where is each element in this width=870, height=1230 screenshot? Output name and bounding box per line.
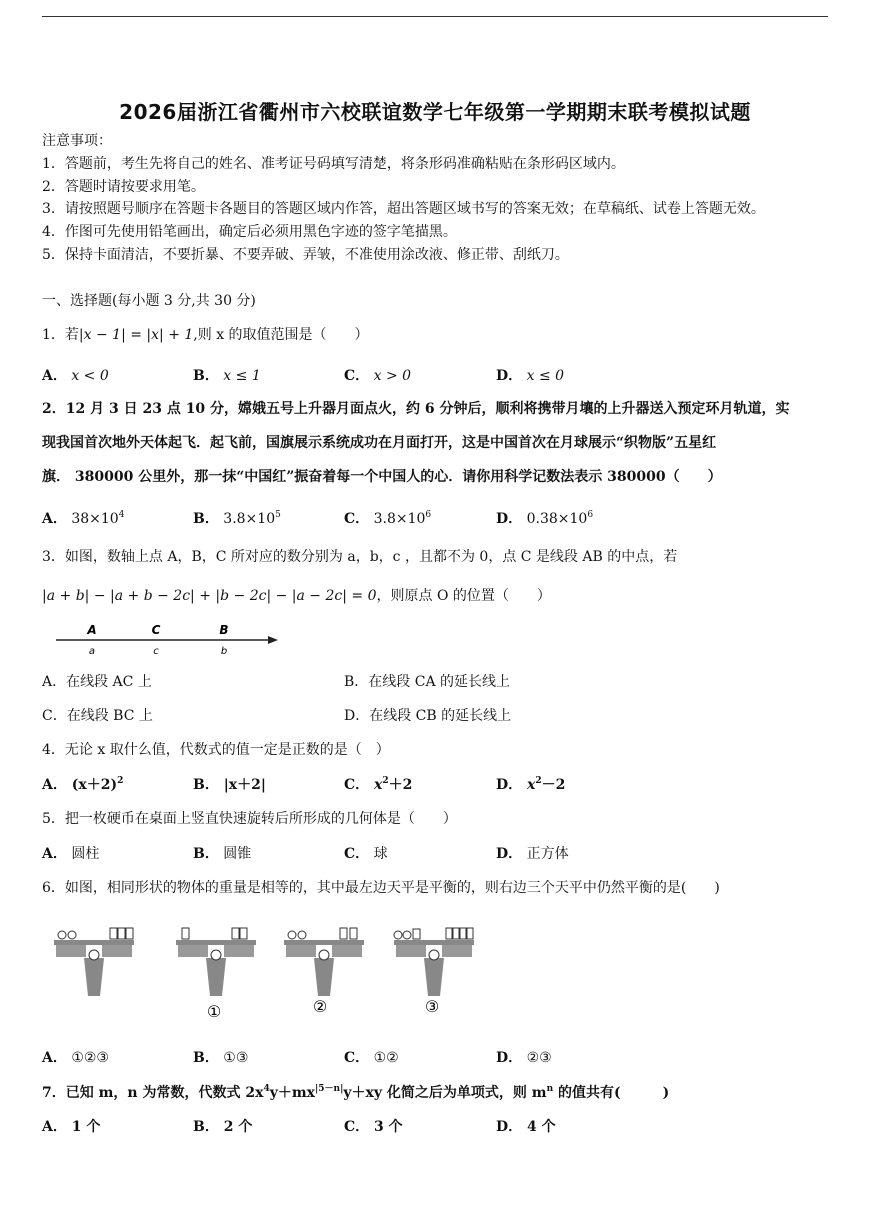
q2-option-b[interactable]: B． $3.8\times 10^5$ bbox=[193, 510, 281, 527]
q5-option-b[interactable]: B． 圆锥 bbox=[193, 846, 252, 862]
point-label-b: B bbox=[219, 623, 229, 637]
q5-option-d[interactable]: D． 正方体 bbox=[496, 846, 569, 862]
page-title: 2026届浙江省衢州市六校联谊数学七年级第一学期期末联考模拟试题 bbox=[119, 100, 751, 124]
q1-stem-pre: 1．若 bbox=[42, 327, 79, 343]
q7-option-b[interactable]: B． 2 个 bbox=[193, 1119, 253, 1135]
q6-option-b[interactable]: B． ①③ bbox=[193, 1050, 249, 1066]
notes-heading: 注意事项： bbox=[42, 133, 112, 149]
q2-option-d[interactable]: D． $0.38\times 10^6$ bbox=[496, 510, 594, 527]
q5-option-c[interactable]: C． 球 bbox=[344, 846, 388, 862]
note-item: 1．答题前，考生先将自己的姓名、准考证号码填写清楚，将条形码准确粘贴在条形码区域内。 bbox=[42, 156, 625, 172]
note-item: 2．答题时请按要求用笔。 bbox=[42, 179, 205, 195]
q6-option-d[interactable]: D． ②③ bbox=[496, 1050, 552, 1066]
q4-option-a[interactable]: A． $(x+2)^2$ bbox=[42, 776, 124, 793]
question-4-stem: 4．无论 x 取什么值，代数式的值一定是正数的是（ ） bbox=[42, 742, 390, 758]
q1-option-d[interactable]: D． x ≤ 0 bbox=[496, 368, 565, 384]
q1-option-b[interactable]: B． x ≤ 1 bbox=[193, 368, 261, 384]
note-item: 3．请按照题号顺序在答题卡各题目的答题区域内作答，超出答题区域书写的答案无效；在草稿纸、试卷上答题无效。 bbox=[42, 201, 765, 217]
q5-option-a[interactable]: A． 圆柱 bbox=[42, 846, 100, 862]
q2-option-a[interactable]: A． $38\times 10^4$ bbox=[42, 510, 125, 527]
q1-option-c[interactable]: C． x > 0 bbox=[344, 368, 412, 384]
q1-option-a[interactable]: A． x < 0 bbox=[42, 368, 109, 384]
q6-option-c[interactable]: C． ①② bbox=[344, 1050, 399, 1066]
number-line-figure bbox=[52, 620, 282, 658]
q3-equation: |a + b| − |a + b − 2c| + |b − 2c| − |a − 2c| = 0 bbox=[42, 588, 377, 604]
q3-option-c[interactable]: C．在线段 BC 上 bbox=[42, 708, 153, 724]
question-2-line-3: 旗． 380000 公里外，那一抹“中国红”振奋着每一个中国人的心．请你用科学记数法表示 380000（ ） bbox=[42, 469, 722, 485]
point-label-c: C bbox=[151, 623, 161, 637]
q7-option-c[interactable]: C． 3 个 bbox=[344, 1119, 403, 1135]
q3-eq-post: ，则原点 O 的位置（ ） bbox=[376, 588, 551, 604]
number-line-arrow bbox=[268, 636, 278, 644]
question-7-stem: 7．已知 m，n 为常数，代数式 $2x^4y+mx^{|5-n|}y+xy$ 化简之后为单项式，则 $m^n$ 的值共有( ) bbox=[42, 1084, 670, 1101]
q1-equation: |x − 1| = |x| + 1 bbox=[78, 327, 194, 343]
question-2-line-2: 现我国首次地外天体起飞．起飞前，国旗展示系统成功在月面打开，这是中国首次在月球展示“织物版”五星红 bbox=[42, 435, 717, 451]
scale-label-1: ① bbox=[206, 1002, 222, 1021]
question-1-stem bbox=[42, 326, 369, 344]
q1-stem-post: ,则 x 的取值范围是（ ） bbox=[193, 327, 369, 343]
question-2-line-1: 2．12 月 3 日 23 点 10 分，嫦娥五号上升器月面点火，约 6 分钟后，顺利将携带月壤的上升器送入预定环月轨道，实 bbox=[42, 401, 790, 417]
q4-option-d[interactable]: D． $x^2-2$ bbox=[496, 776, 566, 793]
q2-option-c[interactable]: C． $3.8\times 10^6$ bbox=[344, 510, 432, 527]
question-3-line-1: 3．如图，数轴上点 A，B，C 所对应的数分别为 a，b，c ，且都不为 0，点 C 是线段 AB 的中点，若 bbox=[42, 549, 678, 565]
question-3-line-2 bbox=[42, 587, 551, 605]
note-item: 5．保持卡面清洁，不要折暴、不要弄破、弄皱，不准使用涂改液、修正带、刮纸刀。 bbox=[42, 247, 569, 263]
q3-option-b[interactable]: B．在线段 CA 的延长线上 bbox=[344, 674, 511, 690]
balance-scales-figure bbox=[44, 920, 484, 1025]
question-6-stem: 6．如图，相同形状的物体的重量是相等的，其中最左边天平是平衡的，则右边三个天平中仍然平衡的是( ) bbox=[42, 880, 720, 896]
value-label-c: c bbox=[153, 646, 159, 657]
q6-option-a[interactable]: A． ①②③ bbox=[42, 1050, 109, 1066]
q7-option-a[interactable]: A． 1 个 bbox=[42, 1119, 101, 1135]
q7-option-d[interactable]: D． 4 个 bbox=[496, 1119, 556, 1135]
balance-scale-3 bbox=[394, 928, 474, 996]
balance-scale-2 bbox=[284, 928, 364, 996]
q4-option-b[interactable]: B． |x＋2| bbox=[193, 777, 266, 793]
value-label-a: a bbox=[88, 646, 96, 657]
value-label-b: b bbox=[220, 646, 228, 657]
scale-label-3: ③ bbox=[424, 997, 440, 1016]
scale-label-2: ② bbox=[312, 997, 328, 1016]
q4-option-c[interactable]: C． $x^2+2$ bbox=[344, 776, 413, 793]
point-label-a: A bbox=[87, 623, 97, 637]
header-rule bbox=[42, 16, 828, 17]
balance-scale-1 bbox=[176, 928, 256, 996]
section-heading: 一、选择题(每小题 3 分,共 30 分) bbox=[42, 293, 256, 309]
q3-option-d[interactable]: D．在线段 CB 的延长线上 bbox=[344, 708, 512, 724]
question-5-stem: 5．把一枚硬币在桌面上竖直快速旋转后所形成的几何体是（ ） bbox=[42, 811, 457, 827]
balance-scale-reference bbox=[54, 928, 134, 996]
note-item: 4．作图可先使用铅笔画出，确定后必须用黑色字迹的签字笔描黑。 bbox=[42, 224, 457, 240]
q3-option-a[interactable]: A．在线段 AC 上 bbox=[42, 674, 152, 690]
